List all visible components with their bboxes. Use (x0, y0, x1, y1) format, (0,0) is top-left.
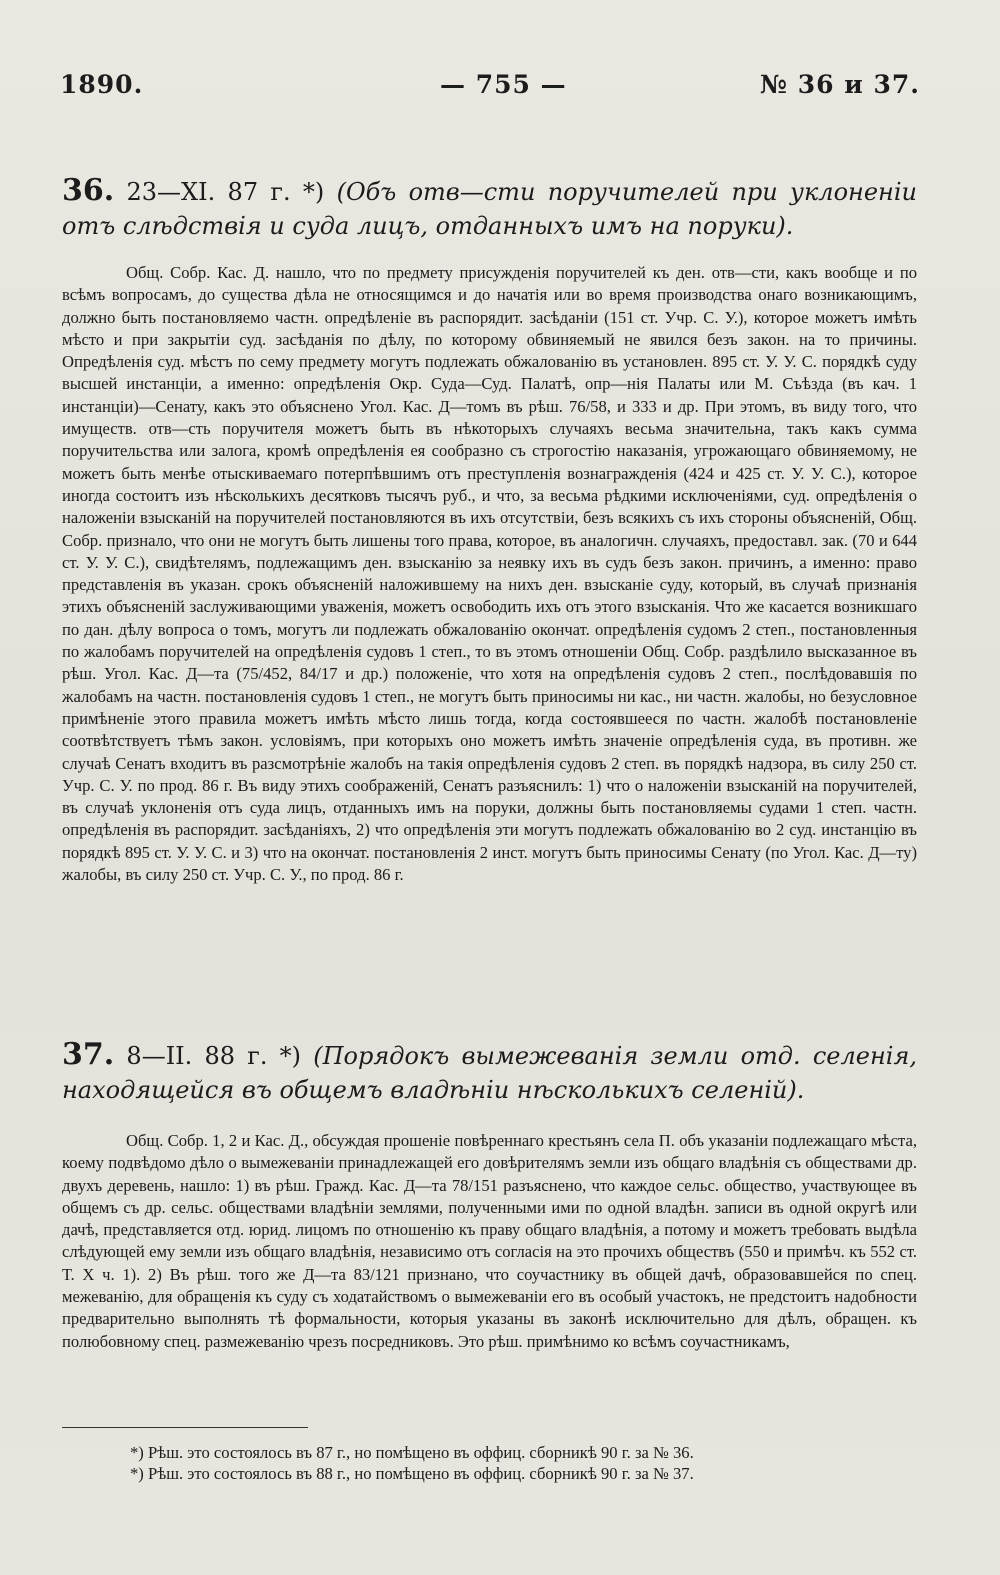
running-head (60, 70, 920, 110)
footnotes (130, 1442, 920, 1484)
issue-number: № 36 и 37. (759, 70, 920, 99)
entry-36-heading (62, 174, 917, 243)
entry-37-text: Общ. Собр. 1, 2 и Кас. Д., обсуждая прошеніе повѣреннаго крестьянъ села П. объ указаніи подлежащаго мѣста, коему подвѣдомо дѣло о вымежеваніи принадлежащей его довѣрителямъ земли изъ общаго владѣнія съ обществами др. двухъ деревень, нашло: 1) въ рѣш. Гражд. Кас. Д—та 78/151 разъяснено, что каждое сельс. общество, участвующее въ общемъ съ др. сельс. обществами владѣніи землями, полученными ими по одной владѣн. записи въ одной округѣ или дачѣ, представляется отд. юрид. лицомъ по отношенію къ праву общаго владѣнія, а потому и можетъ требовать выдѣла слѣдующей ему земли изъ общаго владѣнія, независимо отъ согласія на это прочихъ обществъ (550 и примѣч. къ 552 ст. Т. X ч. 1). 2) Въ рѣш. того же Д—та 83/121 признано, что соучастнику въ общей дачѣ, образовавшейся по спец. межеванію, для обращенія къ суду съ ходатайствомъ о вымежеваніи его въ особый участокъ, не предстоитъ надобности предварительно выполнять тѣ формальности, которыя указаны въ законѣ исключительно для дѣлъ, обращен. къ полюбовному спец. размежеванію чрезъ посредниковъ. Это рѣш. примѣнимо ко всѣмъ соучастникамъ, (62, 1131, 917, 1351)
entry-36-text: Общ. Собр. Кас. Д. нашло, что по предмету присужденія поручителей къ ден. отв—сти, какъ вообще и по всѣмъ вопросамъ, до существа дѣла не относящимся и до начатія или во время производства онаго возникающимъ, должно быть постановляемо частн. опредѣленіе въ распорядит. засѣданіи (151 ст. Учр. С. У.), которое можетъ имѣть мѣсто и при закрытіи суд. засѣданія по дѣлу, по которому обвиняемый не явился безъ закон. на то причины. Опредѣленія суд. мѣстъ по сему предмету могутъ подлежать обжалованію въ установлен. 895 ст. У. У. С. порядкѣ суду высшей инстанціи, а именно: опредѣленія Окр. Суда—Суд. Палатѣ, опр—нія Палаты или М. Съѣзда (въ кач. 1 инстанціи)—Сенату, какъ это объяснено Угол. Кас. Д—томъ въ рѣш. 76/58, и 333 и др. При этомъ, въ виду того, что имуществ. отв—сть поручителя можетъ быть въ нѣкоторыхъ случаяхъ весьма значительна, такъ какъ сумма поручительства или залога, кромѣ опредѣленія ея сообразно съ строгостію наказанія, угрожающаго обвиняемому, не можетъ быть менѣе отыскиваемаго потерпѣвшимъ отъ преступленія вознагражденія (424 и 425 ст. У. У. С.), которое иногда состоитъ изъ нѣсколькихъ десятковъ тысячъ руб., и что, за весьма рѣдкими исключеніями, суд. опредѣленія о наложеніи взысканій на поручителей постановляются въ ихъ отсутствіи, безъ всякихъ съ ихъ стороны объясненій, Общ. Собр. признало, что они не могутъ быть лишены того права, которое, въ аналогичн. случаяхъ, предоставл. зак. (70 и 644 ст. У. У. С.), свидѣтелямъ, подлежащимъ ден. взысканію за неявку ихъ въ судъ безъ закон. причинъ, а именно: право представленія въ указан. срокъ объясненій наложившему на нихъ ден. взысканіе суду, который, въ случаѣ признанія этихъ объясненій заслуживающими уваженія, можетъ освободить ихъ отъ этого взысканія. Что же касается возникшаго по дан. дѣлу вопроса о томъ, могутъ ли подлежать обжалованію окончат. опредѣленія судомъ 2 степ., постановленныя по жалобамъ поручителей на опредѣленія судовъ 1 степ., то въ этомъ отношеніи Общ. Собр. раздѣлило высказанное въ рѣш. Угол. Кас. Д—та (75/452, 84/17 и др.) положеніе, что хотя на опредѣленія судовъ 2 степ., послѣдовавшія по жалобамъ на частн. постановленія судовъ 1 степ., не могутъ быть приносимы ни кас., ни частн. жалобы, но безусловное примѣненіе этого правила можетъ имѣть мѣсто лишь тогда, когда состоявшееся по частн. жалобѣ постановленіе соотвѣтствуетъ тѣмъ закон. условіямъ, при которыхъ оно можетъ имѣть значеніе опредѣленія суда, въ противн. же случаѣ Сенатъ входитъ въ разсмотрѣніе жалобъ на такія опредѣленія судовъ 2 степ. въ порядкѣ надзора, въ силу 250 ст. Учр. С. У. по прод. 86 г. Въ виду этихъ соображеній, Сенатъ разъяснилъ: 1) что о наложеніи взысканій на поручителей, въ случаѣ уклоненія отъ суда лицъ, отданныхъ имъ на поруки, должны быть постановляемы судами 1 степ. частн. опредѣленія въ распорядит. засѣданіяхъ, 2) что опредѣленія эти могутъ подлежать обжалованію во 2 суд. инстанцію въ порядкѣ 895 ст. У. У. С. и 3) что на окончат. постановленія 2 инст. могутъ быть приносимы Сенату (по Угол. Кас. Д—ту) жалобы, въ силу 250 ст. Учр. С. У., по прод. 86 г. (62, 263, 917, 885)
entry-36-number: 36. (62, 173, 115, 208)
footnote-divider (62, 1427, 308, 1428)
entry-36-date: 23—XI. 87 г. *) (126, 178, 325, 206)
entry-36-subject: (Объ отв—сти поручителей при уклоненіи отъ слѣдствія и суда лицъ, отданныхъ имъ на поруки). (62, 178, 917, 240)
footnote-36: *) Рѣш. это состоялось въ 87 г., но помѣщено въ оффиц. сборникѣ 90 г. за № 36. (130, 1443, 694, 1462)
entry-37-subject: (Порядокъ вымежеванія земли отд. селенія, находящейся въ общемъ владѣніи нѣсколькихъ селеній). (62, 1042, 917, 1104)
running-head-year: 1890. (60, 70, 144, 99)
entry-37-number: 37. (62, 1037, 115, 1072)
footnote-37: *) Рѣш. это состоялось въ 88 г., но помѣщено въ оффиц. сборникѣ 90 г. за № 37. (130, 1464, 694, 1483)
entry-37-date: 8—II. 88 г. *) (126, 1042, 302, 1070)
page-number: — 755 — (440, 70, 567, 99)
entry-37-heading (62, 1038, 917, 1107)
